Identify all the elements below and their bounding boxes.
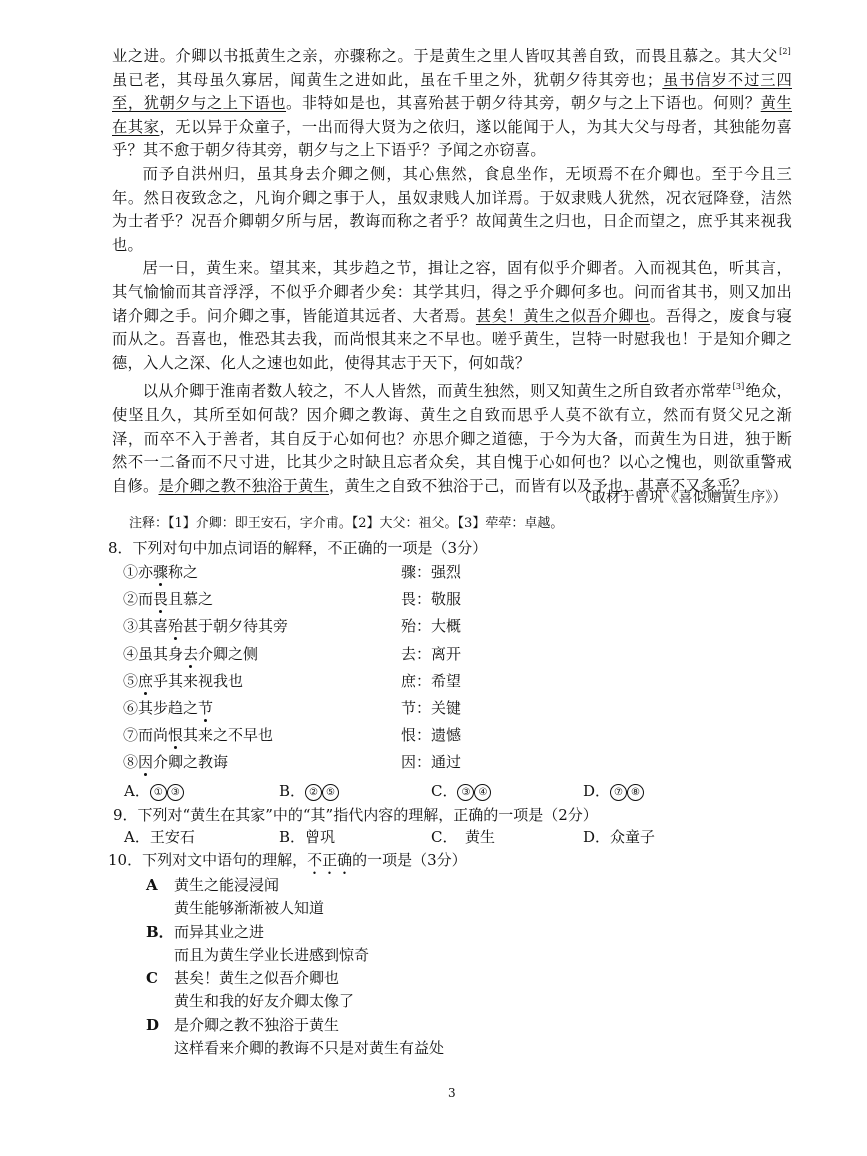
underlined-sentence-4: 是介卿之教不独浴于黄生: [158, 476, 329, 495]
paragraph-1: [112, 40, 792, 163]
q8-item-gloss: 恨：遗憾: [401, 726, 462, 745]
q8-item: [123, 561, 198, 582]
option-num: ①: [150, 784, 167, 801]
dotted-word: 骤: [153, 563, 169, 581]
option-num: ⑦: [610, 784, 627, 801]
q8-option-c[interactable]: [431, 780, 491, 801]
dotted-word: 节: [198, 699, 214, 717]
option-label: C．: [431, 782, 458, 800]
q10-option-translation: 黄生能够渐渐被人知道: [174, 899, 325, 917]
item-text-post: 其来之不早也: [183, 726, 274, 745]
q10-option-translation: 这样看来介卿的教诲不只是对黄生有益处: [174, 1038, 445, 1057]
dotted-word: 庶: [138, 671, 154, 690]
source-citation: （取材于曾巩《喜似赠黄生序》）: [576, 490, 787, 506]
q10-option-quote: 是介卿之教不独浴于黄生: [174, 1015, 340, 1034]
option-num: ②: [305, 784, 322, 801]
q10-option-quote: 黄生之能浸浸闻: [174, 876, 280, 894]
option-num: ④: [474, 784, 491, 801]
p1-text-b: 虽已老，其母虽久寡居，闻黄生之进如此，虽在千里之外，犹朝夕待其旁也；: [112, 70, 663, 89]
item-number: ⑧: [123, 753, 139, 772]
paragraph-3: [112, 257, 792, 375]
item-text-post: 称之: [168, 563, 199, 581]
q10-title-b: 的一项是（3分）: [352, 851, 467, 869]
q8-item-gloss: 畏：敬服: [401, 590, 462, 609]
q10-option[interactable]: [146, 1014, 339, 1035]
dotted-word: 畏: [153, 590, 169, 609]
underlined-huangsheng-zaiqijia: 黄生在其家: [112, 94, 792, 136]
q10-option-label: D: [146, 1015, 160, 1034]
paragraph-2: 而予自洪州归，虽其身去介卿之侧，其心焦然，食息坐作，无顷焉不在介卿也。至于今且三年。然日夜致念之，凡询介卿之事于人，虽奴隶贱人加详焉。于奴隶贱人犹然，况衣冠降登，洁然为士者乎？况吾介卿朝夕所与居，教诲而称之者乎？故闻黄生之归也，日企而望之，庶乎其来视我也。: [112, 164, 792, 254]
item-number: ⑥: [123, 699, 139, 717]
q8-item-gloss: 庶：希望: [401, 671, 462, 690]
q10-option[interactable]: [146, 874, 279, 895]
dotted-word: 恨: [168, 726, 184, 745]
item-number: ③: [123, 617, 139, 636]
item-number: ②: [123, 590, 139, 609]
q8-item-gloss: 节：关键: [401, 699, 462, 717]
item-number: ①: [123, 563, 139, 581]
p3-text-b: 。吾得之，废食与寝而从之。吾喜也，惟恐其去我，而尚恨其来之不早也。嗟乎黄生，岂特一时慰我也！于是知介卿之德，入人之深、化人之速也如此，使得其志于天下，何如哉？: [112, 306, 792, 372]
q10-option[interactable]: [146, 921, 264, 942]
item-text-pre: 亦: [138, 563, 154, 581]
q8-item: [123, 751, 228, 772]
p1-text-a: 业之进。介卿以书抵黄生之亲，亦骤称之。于是黄生之里人皆叹其善自致，而畏且慕之。其大父: [112, 47, 779, 65]
option-num: ③: [457, 784, 474, 801]
dotted-word: 去: [183, 644, 199, 663]
classical-passage: [112, 40, 792, 498]
q8-item: [123, 615, 288, 636]
item-text-pre: 而尚: [138, 726, 169, 745]
note-marker-2: [2]: [779, 47, 791, 56]
item-number: ④: [123, 644, 139, 663]
q10-option[interactable]: [146, 967, 339, 988]
dotted-word: 因: [138, 753, 154, 772]
q8-item-gloss: 去：离开: [401, 644, 462, 663]
underlined-sentence-3: 甚矣！黄生之似吾介卿也: [475, 306, 650, 325]
q9-option-b[interactable]: B．曾巩: [279, 828, 336, 846]
option-num: ⑧: [627, 784, 644, 801]
q8-option-b[interactable]: [279, 780, 339, 801]
question-8-title: 8．下列对句中加点词语的解释，不正确的一项是（3分）: [108, 539, 488, 557]
item-text-post: 介卿之侧: [198, 644, 259, 663]
p4-text-c: ，黄生之自致不独浴于己，而皆有以及予也，其熹不又多乎？: [328, 476, 748, 495]
item-number: ⑤: [123, 671, 139, 690]
q10-option-label: A: [146, 876, 158, 894]
item-text-pre: 其步趋之: [138, 699, 199, 717]
q8-item-gloss: 殆：大概: [401, 617, 462, 636]
p1-text-d: ，无以异于众童子，一出而得大贤为之依归，遂以能闻于人，为其大父与母者，其独能勿喜乎？其不愈于朝夕待其旁，朝夕与之上下语乎？予闻之亦窃喜。: [112, 117, 792, 160]
q8-item: [123, 588, 213, 609]
annotations: 注释：【1】介卿：即王安石，字介甫。【2】大父：祖父。【3】荦荦：卓越。: [129, 516, 564, 531]
q8-item-gloss: 因：通过: [401, 753, 462, 772]
q8-item: [123, 670, 243, 691]
option-label: D．: [583, 782, 611, 800]
p4-text-a: 以从介卿于淮南者数人较之，不人人皆然，而黄生独然，则又知黄生之所自致者亦常荦: [142, 382, 732, 401]
item-text-post: 介卿之教诲: [153, 753, 229, 772]
q8-item: [123, 724, 273, 745]
q8-item-gloss: 骤：强烈: [401, 563, 462, 581]
p3-text-a: 居一日，黄生来。望其来，其步趋之节，揖让之容，固有似乎介卿者。入而视其色，听其言，其气愉愉而其音浮浮，不似乎介卿者少矣：其学其归，得之乎介卿何多也。问而省其书，则又加出诸介卿之手。问介卿之事，皆能道其远者、大者焉。: [112, 259, 792, 325]
p4-text-b: 绝众，使坚且久，其所至如何哉？因介卿之教诲、黄生之自致而思乎人莫不欲有立，然而有贤父兄之渐泽，而卒不入于善者，其自反于心如何也？亦思介卿之道德，于今为大备，而黄生为日进，独于断然不一二备而不尺寸进，比其少之时缺且忘者众矣，其自愧于心如何也？以心之愧也，则欲重警戒自修。: [112, 382, 792, 495]
page-number: 3: [448, 1086, 456, 1100]
q10-option-quote: 甚矣！黄生之似吾介卿也: [174, 969, 340, 987]
question-9-title: 9．下列对“黄生在其家”中的“其”指代内容的理解，正确的一项是（2分）: [113, 806, 598, 824]
item-text-pre: 其喜: [138, 617, 169, 636]
q10-option-translation: 黄生和我的好友介卿太像了: [174, 992, 355, 1010]
q10-option-label: B．: [146, 922, 174, 941]
item-text-post: 乎其来视我也: [153, 671, 244, 690]
option-label: A．: [124, 782, 150, 800]
q10-option-translation: 而且为黄生学业长进感到惊奇: [174, 945, 370, 964]
q10-option-label: C: [146, 969, 158, 987]
q8-option-d[interactable]: [583, 780, 644, 801]
option-num: ⑤: [322, 784, 339, 801]
q9-option-a[interactable]: A．王安石: [124, 828, 195, 846]
q8-option-a[interactable]: [124, 780, 184, 801]
q9-option-d[interactable]: D．众童子: [583, 828, 656, 846]
note-marker-3: [3]: [732, 382, 745, 392]
item-text-post: 且慕之: [168, 590, 214, 609]
item-text-pre: 而: [138, 590, 154, 609]
q10-title-a: 10．下列对文中语句的理解，: [108, 851, 308, 869]
q10-title-emphasis: 不正确: [307, 851, 353, 869]
option-num: ③: [167, 784, 184, 801]
q9-option-c[interactable]: C． 黄生: [431, 828, 495, 846]
option-label: B．: [279, 782, 306, 800]
item-number: ⑦: [123, 726, 139, 745]
q8-item: [123, 697, 213, 718]
q10-option-quote: 而异其业之进: [174, 922, 265, 941]
p1-text-c: 。非特如是也，其喜殆甚于朝夕待其旁，朝夕与之上下语也。何则？: [286, 94, 761, 113]
underlined-sentence-1: 虽书信岁不过三四至，犹朝夕与之上下语也: [112, 70, 792, 113]
item-text-pre: 虽其身: [138, 644, 184, 663]
q8-item: [123, 643, 258, 664]
item-text-post: 甚于朝夕待其旁: [183, 617, 289, 636]
paragraph-4: [112, 375, 792, 498]
dotted-word: 殆: [168, 617, 184, 636]
